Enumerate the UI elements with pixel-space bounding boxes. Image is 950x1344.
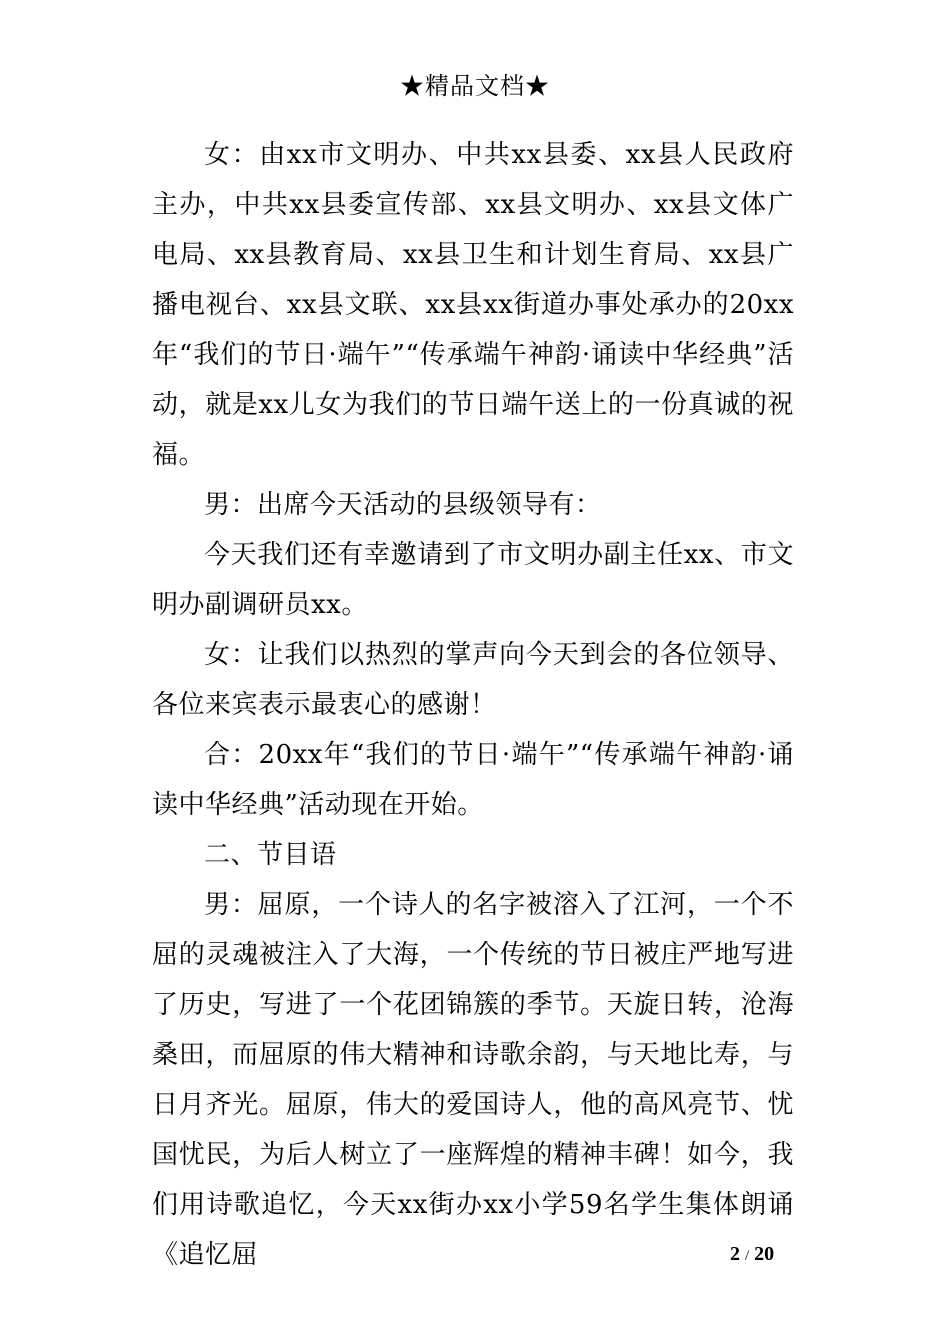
total-pages: 20 xyxy=(754,1243,775,1265)
current-page: 2 xyxy=(730,1243,740,1265)
document-body xyxy=(152,130,794,1280)
page-header: ★精品文档★ xyxy=(400,72,550,100)
paragraph: 男：出席今天活动的县级领导有： xyxy=(204,490,602,520)
paragraph: 合：20xx年“我们的节日·端午”“传承端午神韵·诵读中华经典”活动现在开始。 xyxy=(152,740,794,820)
page-separator: / xyxy=(745,1248,750,1264)
page-number xyxy=(730,1240,774,1270)
paragraph: 女：由xx市文明办、中共xx县委、xx县人民政府主办，中共xx县委宣传部、xx县文明办、xx县文体广电局、xx县教育局、xx县卫生和计划生育局、xx县广播电视台、xx县文联、xx县xx街道办事处承办的20xx年“我们的节日·端午”“传承端午神韵·诵读中华经典”活动，就是xx儿女为我们的节日端午送上的一份真诚的祝福。 xyxy=(152,140,794,470)
section-heading: 二、节目语 xyxy=(204,840,337,870)
paragraph: 男：屈原，一个诗人的名字被溶入了江河，一个不屈的灵魂被注入了大海，一个传统的节日被庄严地写进了历史，写进了一个花团锦簇的季节。天旋日转，沧海桑田，而屈原的伟大精神和诗歌余韵，与天地比寿，与日月齐光。屈原，伟大的爱国诗人，他的高风亮节、忧国忧民，为后人树立了一座辉煌的精神丰碑！如今，我们用诗歌追忆，今天xx街办xx小学59名学生集体朗诵《追忆屈 xyxy=(152,890,794,1270)
paragraph: 今天我们还有幸邀请到了市文明办副主任xx、市文明办副调研员xx。 xyxy=(152,540,794,620)
paragraph: 女：让我们以热烈的掌声向今天到会的各位领导、各位来宾表示最衷心的感谢！ xyxy=(152,640,794,720)
